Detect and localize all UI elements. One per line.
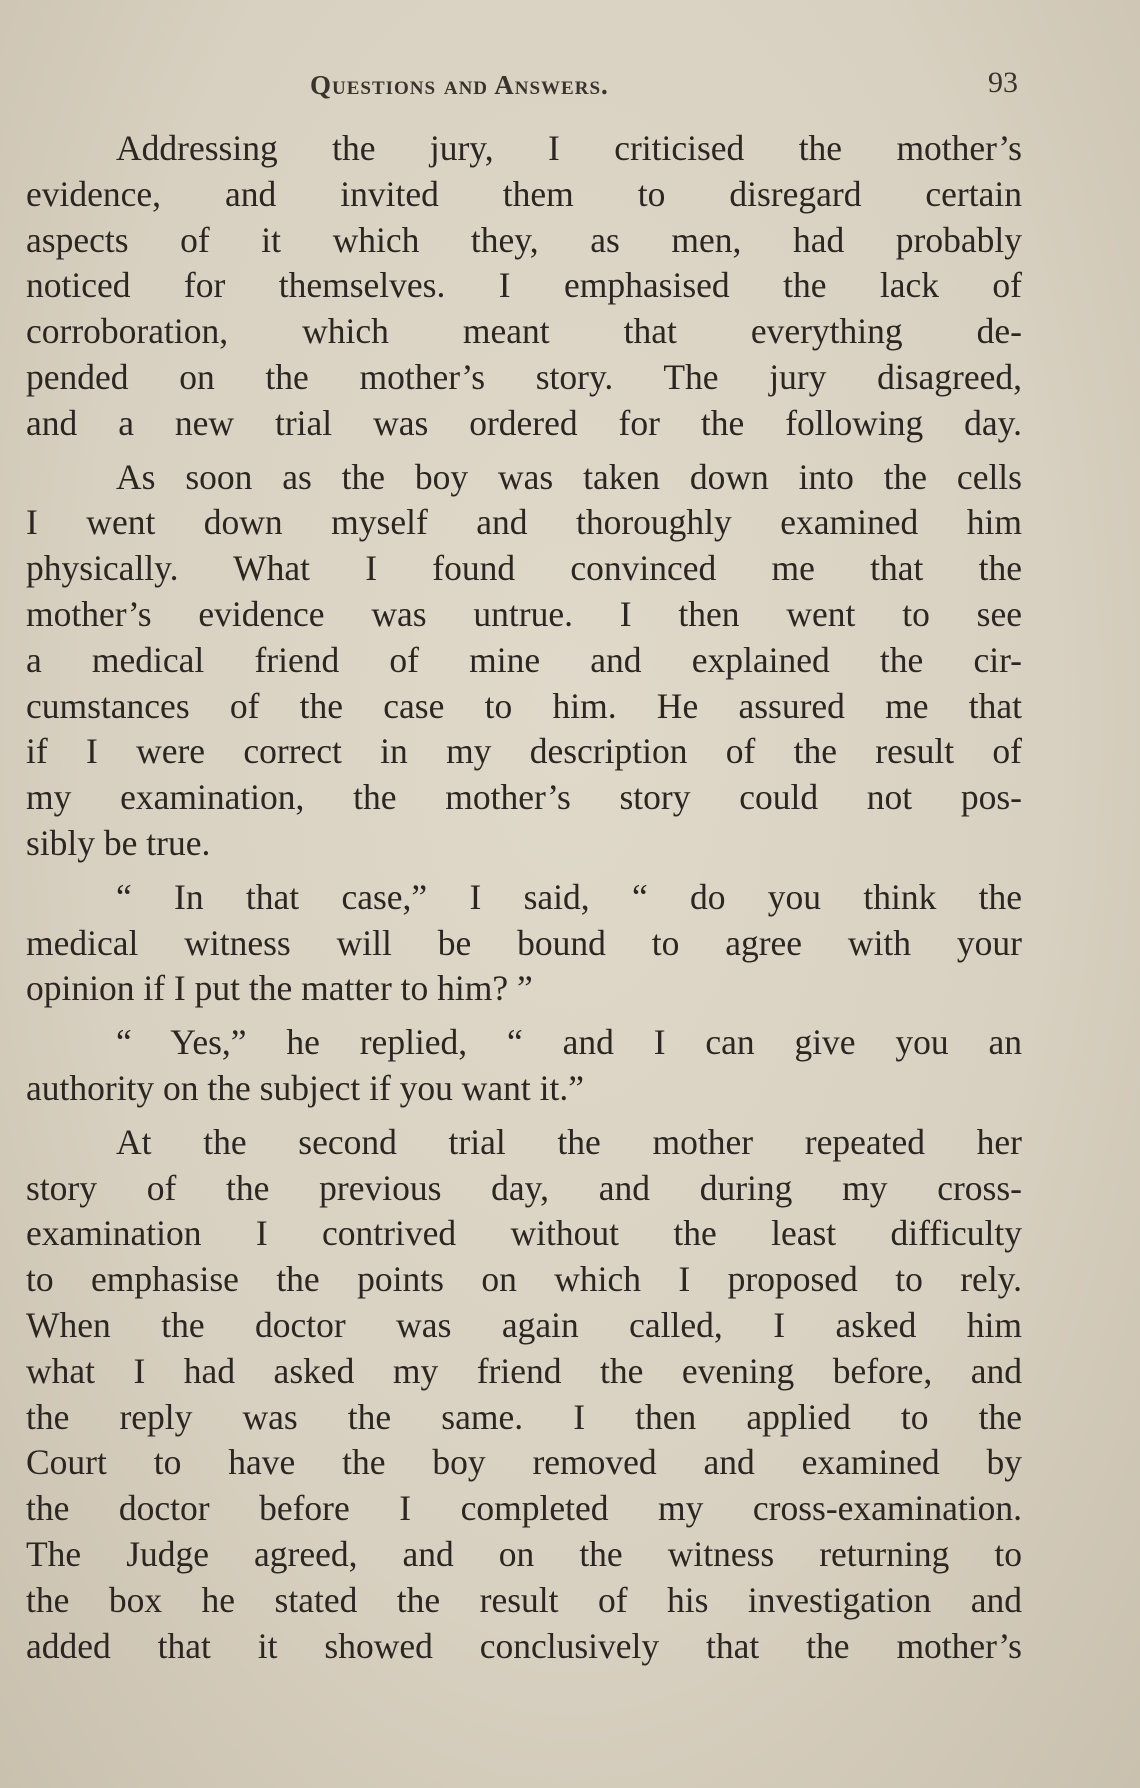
- text-line: “ Yes,” he replied, “ and I can give you an: [116, 1022, 1022, 1063]
- text-line: “ In that case,” I said, “ do you think the: [116, 876, 1022, 917]
- text-line: the box he stated the result of his investigation and: [26, 1579, 1022, 1620]
- text-line: I went down myself and thoroughly examined him: [26, 502, 1022, 543]
- text-line: if I were correct in my description of the result of: [26, 731, 1022, 772]
- running-head-title: Questions and Answers.: [310, 70, 609, 100]
- text-line: mother’s evidence was untrue. I then went to see: [26, 593, 1022, 634]
- text-line: the doctor before I completed my cross-examination.: [26, 1488, 1022, 1529]
- text-line: examination I contrived without the least difficulty: [26, 1213, 1022, 1254]
- text-line: The Judge agreed, and on the witness returning to: [26, 1533, 1022, 1574]
- page-number: 93: [988, 66, 1018, 99]
- text-line: added that it showed conclusively that the mother’s: [26, 1625, 1022, 1666]
- text-line: corroboration, which meant that everything de-: [26, 311, 1022, 352]
- text-line: my examination, the mother’s story could not pos-: [26, 777, 1022, 818]
- text-line: opinion if I put the matter to him? ”: [26, 968, 533, 1009]
- body-text: [26, 126, 1022, 1677]
- paragraph-1: [26, 126, 1022, 447]
- running-head: [0, 66, 1140, 106]
- text-line: the reply was the same. I then applied to the: [26, 1396, 1022, 1437]
- text-line: evidence, and invited them to disregard certain: [26, 173, 1022, 214]
- text-line: to emphasise the points on which I proposed to rely.: [26, 1259, 1022, 1300]
- paragraph-5: [26, 1120, 1022, 1670]
- text-line: When the doctor was again called, I asked him: [26, 1304, 1022, 1345]
- paragraph-4: [26, 1020, 1022, 1112]
- text-line: medical witness will be bound to agree with your: [26, 922, 1022, 963]
- text-line: physically. What I found convinced me that the: [26, 548, 1022, 589]
- text-line: authority on the subject if you want it.”: [26, 1067, 585, 1108]
- text-line: As soon as the boy was taken down into the cells: [116, 456, 1022, 497]
- text-line: Addressing the jury, I criticised the mother’s: [116, 128, 1022, 168]
- text-line: Court to have the boy removed and examined by: [26, 1442, 1022, 1483]
- text-line: cumstances of the case to him. He assured me that: [26, 685, 1022, 726]
- text-line: a medical friend of mine and explained the cir-: [26, 639, 1022, 680]
- text-line: sibly be true.: [26, 822, 211, 863]
- text-line: pended on the mother’s story. The jury disagreed,: [26, 356, 1022, 397]
- text-line: At the second trial the mother repeated her: [116, 1121, 1022, 1162]
- text-line: what I had asked my friend the evening before, and: [26, 1350, 1022, 1391]
- paragraph-2: [26, 455, 1022, 867]
- paragraph-3: [26, 875, 1022, 1012]
- text-line: story of the previous day, and during my cross-: [26, 1167, 1022, 1208]
- text-line: aspects of it which they, as men, had probably: [26, 219, 1022, 260]
- text-line: and a new trial was ordered for the following day.: [26, 402, 1022, 443]
- text-line: noticed for themselves. I emphasised the lack of: [26, 265, 1022, 306]
